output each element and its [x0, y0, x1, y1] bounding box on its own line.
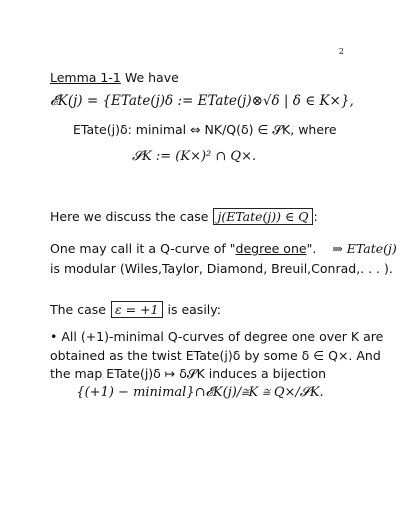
page-number: 2 — [338, 47, 344, 56]
easy-case-line — [50, 301, 221, 318]
bijection-formula: {(+1) − minimal}∩𝓔K(j)/≅K ≅ Q×/𝓢K. — [76, 385, 324, 400]
degree-one-line-2: is modular (Wiles,Taylor, Diamond, Breuil,Conrad,. . . ). — [50, 261, 393, 276]
degree-one-intro: One may call it a Q-curve of " — [50, 241, 236, 256]
degree-one-implication: ⇒ ETate(j) — [332, 241, 397, 256]
easy-case-tail: is easily: — [167, 302, 221, 317]
bullet-line-1: • All (+1)-minimal Q-curves of degree one over K are — [50, 329, 384, 344]
lemma-label: Lemma 1-1 — [50, 70, 121, 85]
set-def-rhs: {ETate(j)δ := ETate(j)⊗√δ | δ ∈ K×}, — [102, 93, 354, 109]
lemma-sk-definition: 𝓢K := (K×)² ∩ Q×. — [132, 149, 257, 164]
lemma-minimal-condition: ETate(j)δ: minimal ⇔ NK/Q(δ) ∈ 𝓢K, where — [73, 122, 337, 137]
lemma-lead: We have — [124, 70, 179, 85]
easy-case-text: The case — [50, 302, 106, 317]
discussion-line — [50, 208, 318, 225]
discussion-text: Here we discuss the case — [50, 209, 209, 224]
degree-one-closing-quote: ". — [306, 241, 317, 256]
bullet-line-3: the map ETate(j)δ ↦ δ𝓢K induces a bijection — [50, 366, 327, 381]
lemma-heading-line — [50, 70, 179, 85]
discussion-colon: : — [313, 209, 318, 224]
discussion-boxed-expression: j(ETate(j)) ∈ Q — [213, 208, 312, 225]
easy-case-boxed-expression: ε = +1 — [111, 301, 163, 318]
set-def-lhs: 𝓔K(j) = — [50, 93, 99, 109]
degree-one-underlined-term: degree one — [235, 241, 307, 256]
bullet-line-2: obtained as the twist ETate(j)δ by some δ ∈ Q×. And — [50, 348, 381, 363]
degree-one-line-1 — [50, 241, 397, 256]
lemma-set-definition — [50, 93, 354, 109]
